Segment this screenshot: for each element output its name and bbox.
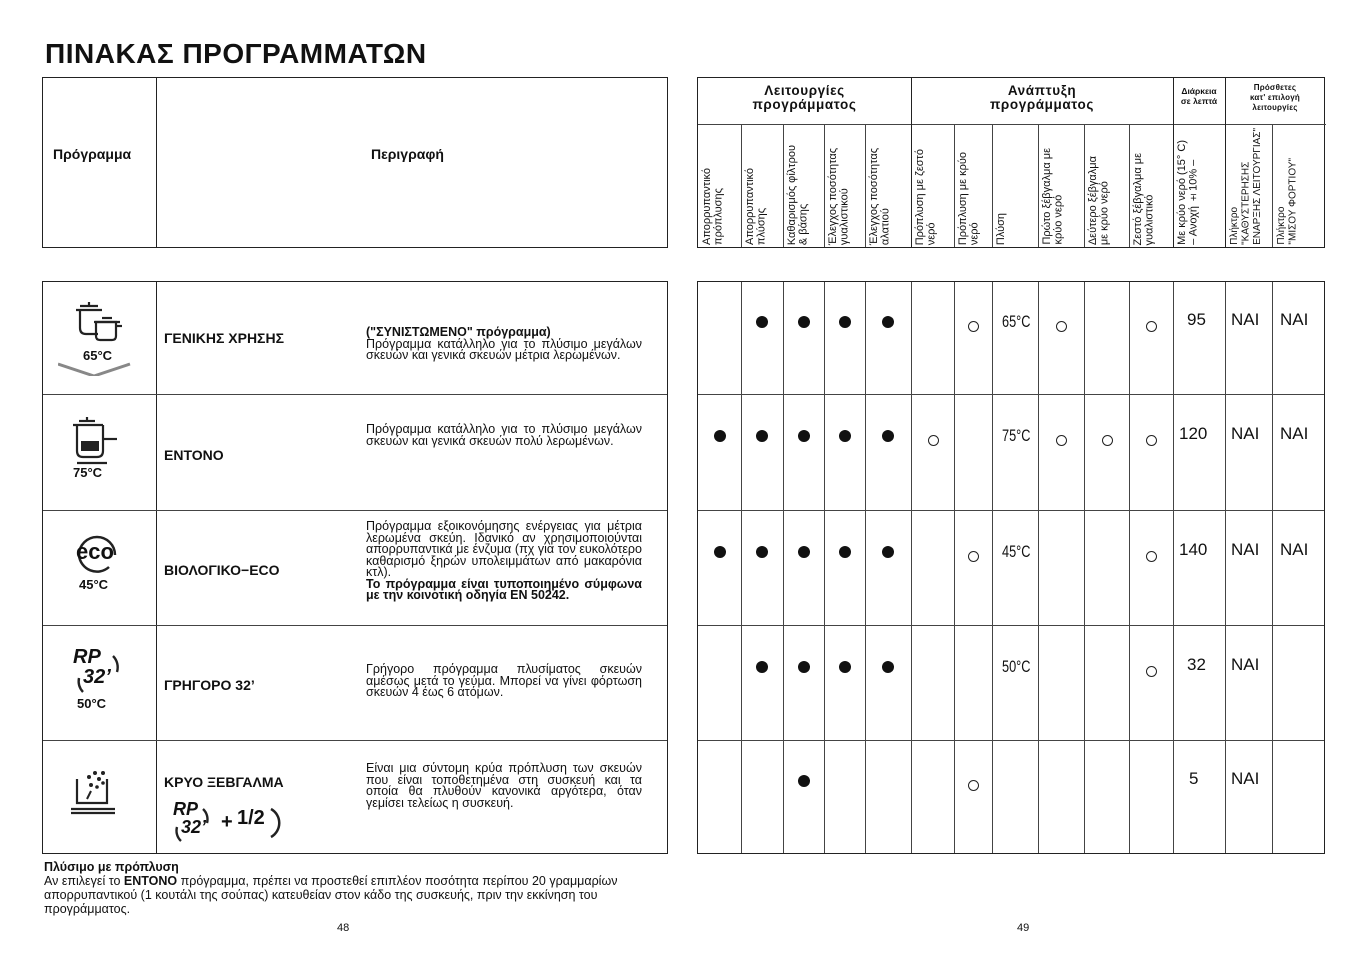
feature-ring [968, 780, 979, 791]
column-header-label: Απορρυπαντικό πρόπλυσης [701, 168, 725, 245]
column-header-label: Πρόπλυση με ζεστό νερό [914, 148, 938, 245]
feature-dot [839, 316, 851, 328]
column-header [992, 125, 1038, 247]
feature-dot [756, 430, 768, 442]
program-description: Γρήγορο πρόγραμμα πλυσίματος σκευών αμέσως μετά το γεύμα. Μπορεί να γίνει φόρτωση σκευών 4 έως 6 ατόμων. [366, 662, 642, 699]
column-header [1084, 125, 1129, 247]
pot-icon [69, 417, 129, 467]
duration-value: 120 [1179, 424, 1208, 443]
duration-value: 140 [1179, 539, 1208, 559]
feature-dot [798, 430, 810, 442]
column-header [1225, 125, 1272, 247]
column-header [698, 125, 741, 247]
column-header [1173, 125, 1225, 247]
program-description: Πρόγραμμα κατάλληλο για το πλύσιμο μεγάλων σκευών και γενικά σκευών πολύ λερωμένων. [366, 422, 642, 448]
column-header [1272, 125, 1326, 247]
feature-dot [798, 316, 810, 328]
delay-start-value: ΝΑΙ [1231, 768, 1260, 788]
feature-dot [839, 661, 851, 673]
feature-dot [798, 661, 810, 673]
half-load-label: 1/2 [237, 807, 265, 829]
feature-ring [1056, 435, 1067, 446]
column-header-label: Έλεγχος ποσότητας γυαλιστικού [827, 147, 851, 245]
pots-icon [58, 300, 138, 376]
column-header-label: Απορρυπαντικό πλύσης [744, 168, 768, 245]
group-extra: Πρόσθετες κατ' επιλογή λειτουργίες [1250, 83, 1300, 112]
features-grid [697, 281, 1325, 854]
feature-dot [798, 546, 810, 558]
icon-temperature: 45°C [79, 577, 109, 592]
program-description: ("ΣΥΝΙΣΤΩΜΕΝΟ" πρόγραμμα) Πρόγραμμα κατάλληλο για το πλύσιμο μεγάλων σκευών και γενικά σκευών μέτρια λερωμένων. [366, 325, 642, 362]
delay-start-value: ΝΑΙ [1231, 310, 1260, 329]
column-header [741, 125, 783, 247]
column-header [824, 125, 865, 247]
duration-value: 95 [1187, 310, 1206, 329]
column-header-label: Με κρύο νερό (15° C) – Ανοχή ±10% – [1176, 140, 1200, 245]
feature-dot [839, 430, 851, 442]
left-header-table [42, 77, 668, 248]
column-header-label: Πλύση [995, 212, 1007, 245]
half-load-value: ΝΑΙ [1280, 539, 1309, 559]
column-header-label: Πρώτο ξέβγαλμα με κρύο νερό [1041, 148, 1065, 245]
feature-dot [882, 546, 894, 558]
page-title: ΠΙΝΑΚΑΣ ΠΡΟΓΡΑΜΜΑΤΩΝ [45, 38, 427, 69]
column-header-label: Πλήκτρο "ΚΑΘΥΣΤΕΡΗΣΗΣ ΕΝΑΡΞΗΣ ΛΕΙΤΟΥΡΓΙΑΣ" [1229, 128, 1263, 245]
wash-temperature: 65°C [1002, 312, 1031, 331]
eco-label: eco [76, 539, 114, 564]
feature-ring [968, 321, 979, 332]
program-name: ΚΡΥΟ ΞΕΒΓΑΛΜΑ [164, 774, 284, 790]
program-name: ΒΙΟΛΟΓΙΚΟ−ECO [164, 562, 280, 578]
column-header-label: Πρόπλυση με κρύο νερό [957, 151, 981, 245]
rapid-label: RP [73, 646, 101, 668]
feature-dot [756, 661, 768, 673]
column-header [783, 125, 824, 247]
features-header-table [697, 77, 1325, 248]
program-description: Πρόγραμμα εξοικονόμησης ενέργειας για μέτρια λερωμένα σκεύη. Ιδανικό αν χρησιμοποιούνται απορρυπαντικά με ένζυμα (πχ για τον ευκολότερο καθαρισμό ξηρών υπολειμμάτων από μακαρόνια κτλ). Το πρόγραμμα είναι τυποποιημένο σύμφωνα με την κοινοτική οδηγία EN 50242. [366, 519, 642, 602]
feature-dot [882, 661, 894, 673]
feature-dot [882, 316, 894, 328]
column-header [911, 125, 954, 247]
feature-dot [756, 316, 768, 328]
feature-dot [798, 775, 810, 787]
icon-temperature: 75°C [73, 465, 103, 480]
feature-dot [714, 430, 726, 442]
program-name: ΕΝΤΟΝΟ [164, 447, 224, 463]
page-number-left: 48 [337, 922, 350, 934]
program-row [43, 625, 667, 741]
column-header-label: Έλεγχος ποσότητας αλατιού [868, 147, 892, 245]
feature-dot [714, 546, 726, 558]
delay-start-value: ΝΑΙ [1231, 654, 1260, 674]
wash-temperature: 50°C [1002, 656, 1031, 676]
group-development: Ανάπτυξη προγράμματος [989, 83, 1095, 112]
header-description: Περιγραφή [371, 146, 444, 162]
feature-ring [1146, 666, 1157, 677]
feature-ring [1056, 321, 1067, 332]
group-duration: Διάρκεια σε λεπτά [1180, 86, 1218, 106]
feature-dot [756, 546, 768, 558]
column-header [954, 125, 992, 247]
column-header-label: Ζεστό ξέβγαλμα με γυαλιστικό [1132, 152, 1156, 245]
wash-temperature: 75°C [1002, 426, 1031, 445]
half-load-value: ΝΑΙ [1280, 310, 1309, 329]
duration-value: 5 [1189, 768, 1199, 788]
feature-ring [1146, 321, 1157, 332]
header-program: Πρόγραμμα [53, 146, 132, 162]
page-number-right: 49 [1017, 922, 1030, 934]
feature-ring [1146, 435, 1157, 446]
footnote-text: Αν επιλεγεί το ΕΝΤΟΝΟ πρόγραμμα, πρέπει να προστεθεί επιπλέον ποσότητα περίπου 20 γραμμαρίων απορρυπαντικού (1 κουτάλι της σούπας) κατευθείαν στον κάδο της συσκευής, πριν την εκκίνηση του προγράμματος. [44, 874, 618, 916]
feature-ring [928, 435, 939, 446]
wash-temperature: 45°C [1002, 541, 1031, 561]
feature-dot [882, 430, 894, 442]
group-functions: Λειτουργίες προγράμματος [752, 83, 857, 112]
plus-sign: + [221, 811, 233, 833]
program-row [43, 510, 667, 626]
rapid-label: RP [173, 799, 199, 819]
delay-start-value: ΝΑΙ [1231, 424, 1260, 443]
column-header-label: Δεύτερο ξέβγαλμα με κρύο νερό [1087, 155, 1111, 245]
delay-start-value: ΝΑΙ [1231, 539, 1260, 559]
rapid-minutes: 32’ [83, 666, 111, 688]
column-header-label: Πλήκτρο "ΜΙΣΟΥ ΦΟΡΤΙΟΥ" [1276, 158, 1299, 245]
feature-dot [839, 546, 851, 558]
program-table [42, 281, 668, 854]
program-name: ΓΕΝΙΚΗΣ ΧΡΗΣΗΣ [164, 330, 284, 346]
icon-temperature: 50°C [77, 696, 107, 711]
rinse-icon [69, 769, 125, 821]
half-load-value: ΝΑΙ [1280, 424, 1309, 443]
rapid-minutes: 32’ [181, 817, 207, 837]
column-header [1129, 125, 1173, 247]
feature-ring [1102, 435, 1113, 446]
column-header [865, 125, 911, 247]
column-header-label: Καθαρισμός φίλτρου & βάσης [786, 144, 810, 245]
duration-value: 32 [1187, 654, 1206, 674]
column-header [1038, 125, 1084, 247]
program-name: ΓΡΗΓΟΡΟ 32’ [164, 677, 255, 693]
program-row [43, 282, 667, 394]
program-row [43, 740, 667, 854]
program-row [43, 394, 667, 511]
feature-ring [968, 551, 979, 562]
icon-temperature: 65°C [83, 348, 113, 363]
program-description: Είναι μια σύντομη κρύα πρόπλυση των σκευών που είναι τοποθετημένα στη συσκευή και τα οποία θα πλυθούν κανονικά αργότερα, όταν γεμίσει τελείως η συσκευή. [366, 761, 642, 810]
feature-ring [1146, 551, 1157, 562]
footnote-title: Πλύσιμο με πρόπλυση [44, 860, 179, 874]
